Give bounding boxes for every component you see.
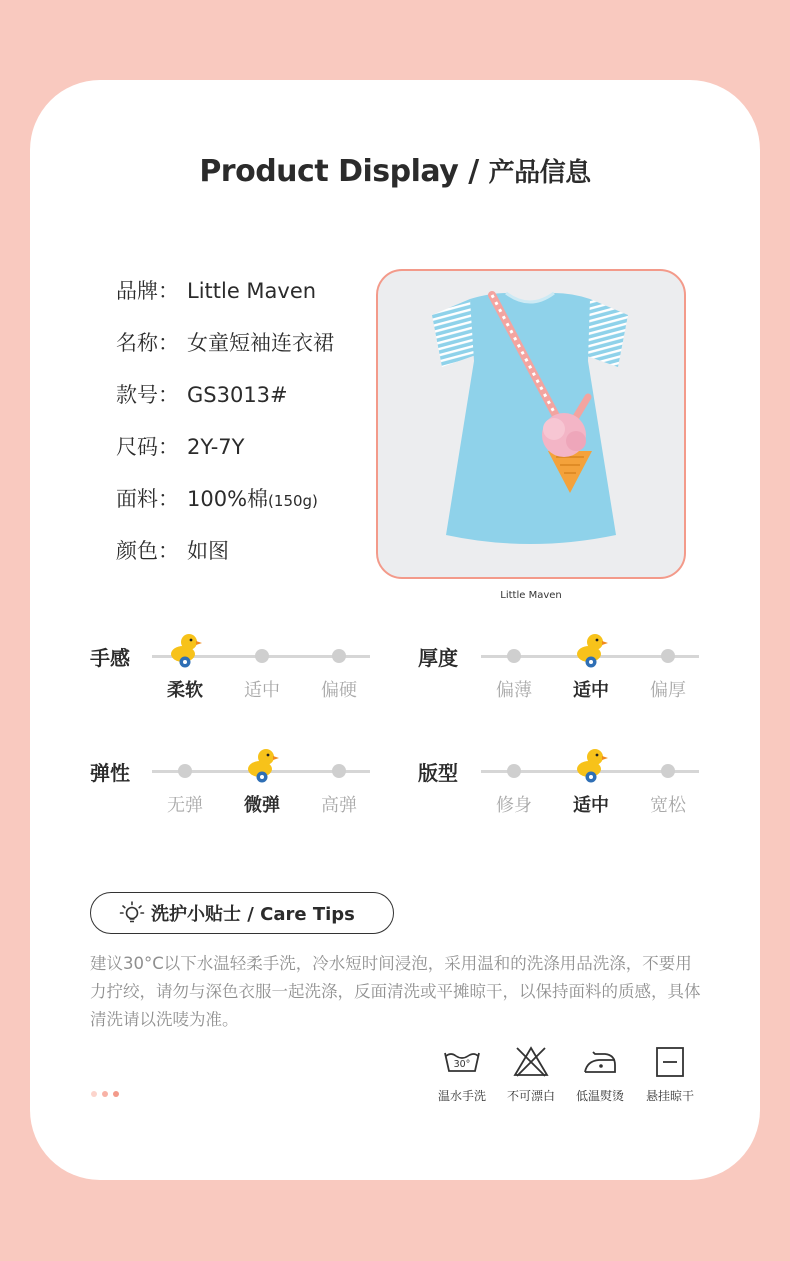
scale-option: 适中 (573, 680, 609, 701)
hand-wash-icon (443, 1045, 481, 1079)
scale-option: 偏厚 (650, 680, 686, 701)
no-bleach-label: 不可漂白 (506, 1089, 555, 1103)
duck-marker-icon (574, 632, 608, 668)
scale-option: 修身 (496, 795, 532, 816)
decorative-dots (91, 1091, 119, 1097)
care-tips-header: 洗护小贴士 / Care Tips (90, 892, 394, 934)
svg-text:30°: 30° (453, 1059, 471, 1070)
scale-dot (661, 649, 675, 663)
duck-marker-icon (574, 747, 608, 783)
scale-option: 高弹 (321, 795, 357, 816)
low-iron-label: 低温熨烫 (575, 1089, 624, 1103)
spec-name: 名称： 女童短袖连衣裙 (116, 331, 334, 355)
scale-dot (661, 764, 675, 778)
wash-no-bleach (496, 1045, 566, 1104)
wash-line-dry (635, 1045, 705, 1104)
duck-marker-icon (168, 632, 202, 668)
scale-option: 适中 (244, 680, 280, 701)
scale-dot (178, 764, 192, 778)
line-dry-label: 悬挂晾干 (645, 1089, 694, 1103)
no-bleach-icon (512, 1045, 550, 1079)
dress-illustration (378, 271, 684, 577)
scale-option: 微弹 (244, 795, 280, 816)
low-iron-icon (581, 1045, 619, 1079)
dot-1 (91, 1091, 97, 1097)
scale-option: 宽松 (650, 795, 686, 816)
scale-label: 弹性 (90, 761, 130, 785)
scale-dot (507, 649, 521, 663)
scale-label: 手感 (90, 646, 130, 670)
scale-label: 厚度 (418, 646, 458, 670)
scale-option: 适中 (573, 795, 609, 816)
scale-label: 版型 (418, 761, 458, 785)
dot-3 (113, 1091, 119, 1097)
hand-wash-label: 温水手洗 (437, 1089, 486, 1103)
page-title: Product Display / 产品信息 (199, 154, 591, 189)
scale-option: 偏薄 (496, 680, 532, 701)
scale-option: 柔软 (167, 680, 203, 701)
wash-hand-wash (427, 1045, 497, 1104)
spec-brand: 品牌： Little Maven (116, 279, 317, 303)
duck-marker-icon (245, 747, 279, 783)
dot-2 (102, 1091, 108, 1097)
lightbulb-icon (119, 900, 145, 926)
spec-color: 颜色： 如图 (116, 539, 229, 563)
care-tips-text: 建议30°C以下水温轻柔手洗，冷水短时间浸泡，采用温和的洗涤用品洗涤，不要用力拧绞，请勿与深色衣服一起洗涤，反面清洗或平摊晾干，以保持面料的质感，具体清洗请以洗唛为准。 (90, 954, 701, 1029)
photo-caption: Little Maven (500, 590, 562, 601)
scale-option: 无弹 (167, 795, 203, 816)
wash-low-iron (565, 1045, 635, 1104)
product-photo (376, 269, 686, 579)
spec-style-number: 款号： GS3013# (116, 383, 288, 407)
spec-size: 尺码： 2Y-7Y (116, 435, 245, 459)
scale-dot (332, 764, 346, 778)
scale-option: 偏硬 (321, 680, 357, 701)
line-dry-icon (651, 1045, 689, 1079)
scale-dot (255, 649, 269, 663)
scale-dot (332, 649, 346, 663)
scale-dot (507, 764, 521, 778)
spec-fabric: 面料： 100%棉(150g) (116, 487, 318, 511)
